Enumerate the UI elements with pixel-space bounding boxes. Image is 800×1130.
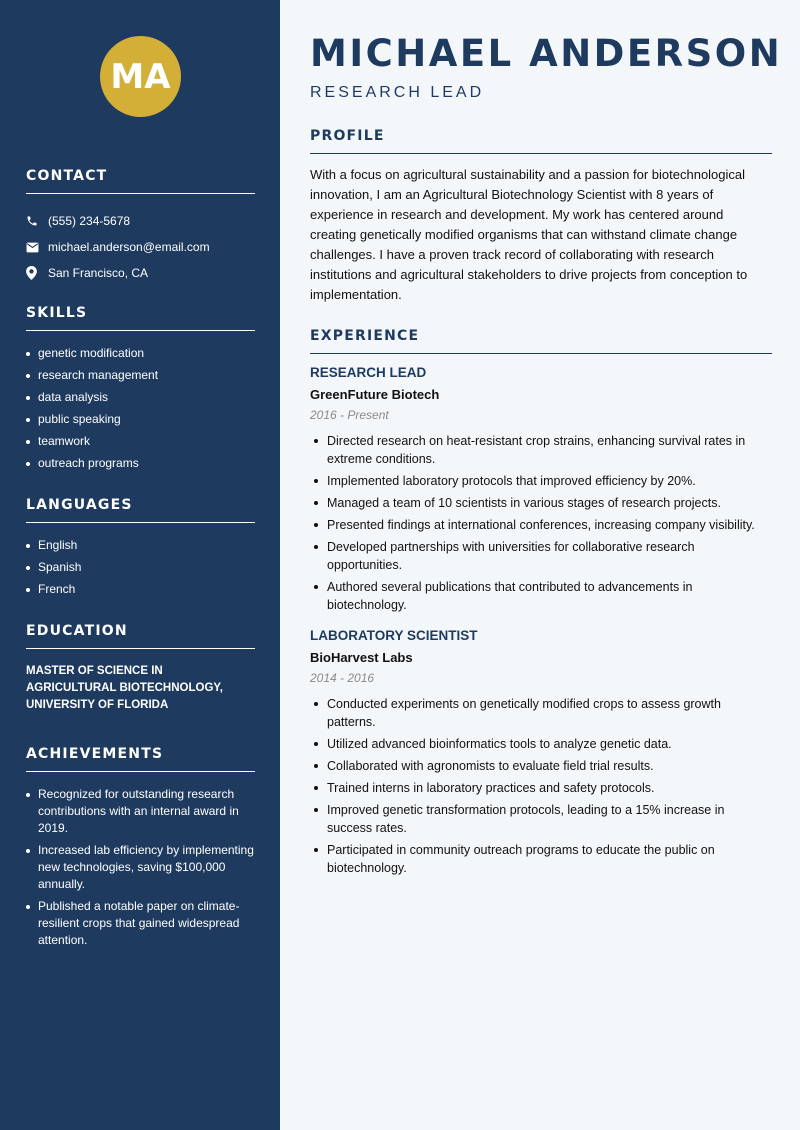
achievement-item: Recognized for outstanding research contributions with an internal award in 2019.: [26, 786, 255, 837]
contact-heading: CONTACT: [26, 168, 255, 194]
skill-item: research management: [26, 367, 255, 384]
job-bullet: Authored several publications that contributed to advancements in biotechnology.: [310, 578, 772, 614]
language-item: Spanish: [26, 559, 255, 576]
job-bullet: Participated in community outreach programs to educate the public on biotechnology.: [310, 841, 772, 877]
sidebar: [0, 0, 280, 1130]
contact-location-text: San Francisco, CA: [48, 266, 149, 280]
skills-heading: SKILLS: [26, 305, 255, 331]
job-bullet: Utilized advanced bioinformatics tools to analyze genetic data.: [310, 735, 772, 753]
location-pin-icon: [26, 266, 48, 280]
job-title: RESEARCH LEAD: [310, 365, 427, 380]
skills-list: [26, 345, 255, 472]
languages-list: [26, 537, 255, 598]
skill-item: outreach programs: [26, 455, 255, 472]
candidate-name: MICHAEL ANDERSON: [310, 32, 783, 75]
contact-phone: [26, 208, 255, 234]
achievements-section: [26, 746, 255, 954]
experience-section: [310, 328, 772, 881]
job-entry: [310, 365, 772, 614]
language-item: French: [26, 581, 255, 598]
job-dates: 2014 - 2016: [310, 671, 375, 685]
job-bullet: Collaborated with agronomists to evaluate field trial results.: [310, 757, 772, 775]
job-company: GreenFuture Biotech: [310, 387, 440, 402]
profile-heading: PROFILE: [310, 128, 772, 154]
skill-item: genetic modification: [26, 345, 255, 362]
achievements-list: [26, 786, 255, 949]
avatar: [100, 36, 181, 117]
job-bullet: Conducted experiments on genetically modified crops to assess growth patterns.: [310, 695, 772, 731]
education-section: [26, 623, 255, 714]
languages-section: [26, 497, 255, 603]
education-entry: MASTER OF SCIENCE IN AGRICULTURAL BIOTECHNOLOGY, UNIVERSITY OF FLORIDA: [26, 665, 223, 711]
job-entry: [310, 628, 772, 877]
job-bullet: Implemented laboratory protocols that improved efficiency by 20%.: [310, 472, 772, 490]
job-bullet: Directed research on heat-resistant crop strains, enhancing survival rates in extreme conditions.: [310, 432, 772, 468]
job-bullet: Managed a team of 10 scientists in various stages of research projects.: [310, 494, 772, 512]
languages-heading: LANGUAGES: [26, 497, 255, 523]
achievement-item: Increased lab efficiency by implementing new technologies, saving $100,000 annually.: [26, 842, 255, 893]
job-bullet: Improved genetic transformation protocols, leading to a 15% increase in success rates.: [310, 801, 772, 837]
phone-icon: [26, 215, 48, 227]
achievements-heading: ACHIEVEMENTS: [26, 746, 255, 772]
profile-text: With a focus on agricultural sustainability and a passion for biotechnological innovation, I am an Agricultural Biotechnology Scientist with 8 years of experience in research and development. My work has centered around creating genetically modified organisms that can withstand climate change challenges. I have a proven track record of collaborating with research institutions and agricultural stakeholders to drive projects from conception to implementation.: [310, 167, 748, 302]
contact-section: [26, 168, 255, 286]
job-bullets: [310, 432, 772, 614]
job-bullet: Developed partnerships with universities for collaborative research opportunities.: [310, 538, 772, 574]
skills-section: [26, 305, 255, 477]
job-title: LABORATORY SCIENTIST: [310, 628, 478, 643]
candidate-title: RESEARCH LEAD: [310, 84, 485, 101]
avatar-initials: MA: [110, 56, 171, 97]
job-dates: 2016 - Present: [310, 408, 389, 422]
education-heading: EDUCATION: [26, 623, 255, 649]
language-item: English: [26, 537, 255, 554]
email-icon: [26, 242, 48, 253]
job-bullet: Presented findings at international conferences, increasing company visibility.: [310, 516, 772, 534]
experience-heading: EXPERIENCE: [310, 328, 772, 354]
profile-section: [310, 128, 772, 305]
achievement-item: Published a notable paper on climate-resilient crops that gained widespread attention.: [26, 898, 255, 949]
job-company: BioHarvest Labs: [310, 650, 413, 665]
skill-item: data analysis: [26, 389, 255, 406]
job-bullet: Trained interns in laboratory practices and safety protocols.: [310, 779, 772, 797]
contact-email: [26, 234, 255, 260]
skill-item: teamwork: [26, 433, 255, 450]
skill-item: public speaking: [26, 411, 255, 428]
contact-location: [26, 260, 255, 286]
job-bullets: [310, 695, 772, 877]
contact-email-text[interactable]: michael.anderson@email.com: [48, 240, 210, 254]
contact-phone-text[interactable]: (555) 234-5678: [48, 214, 131, 228]
